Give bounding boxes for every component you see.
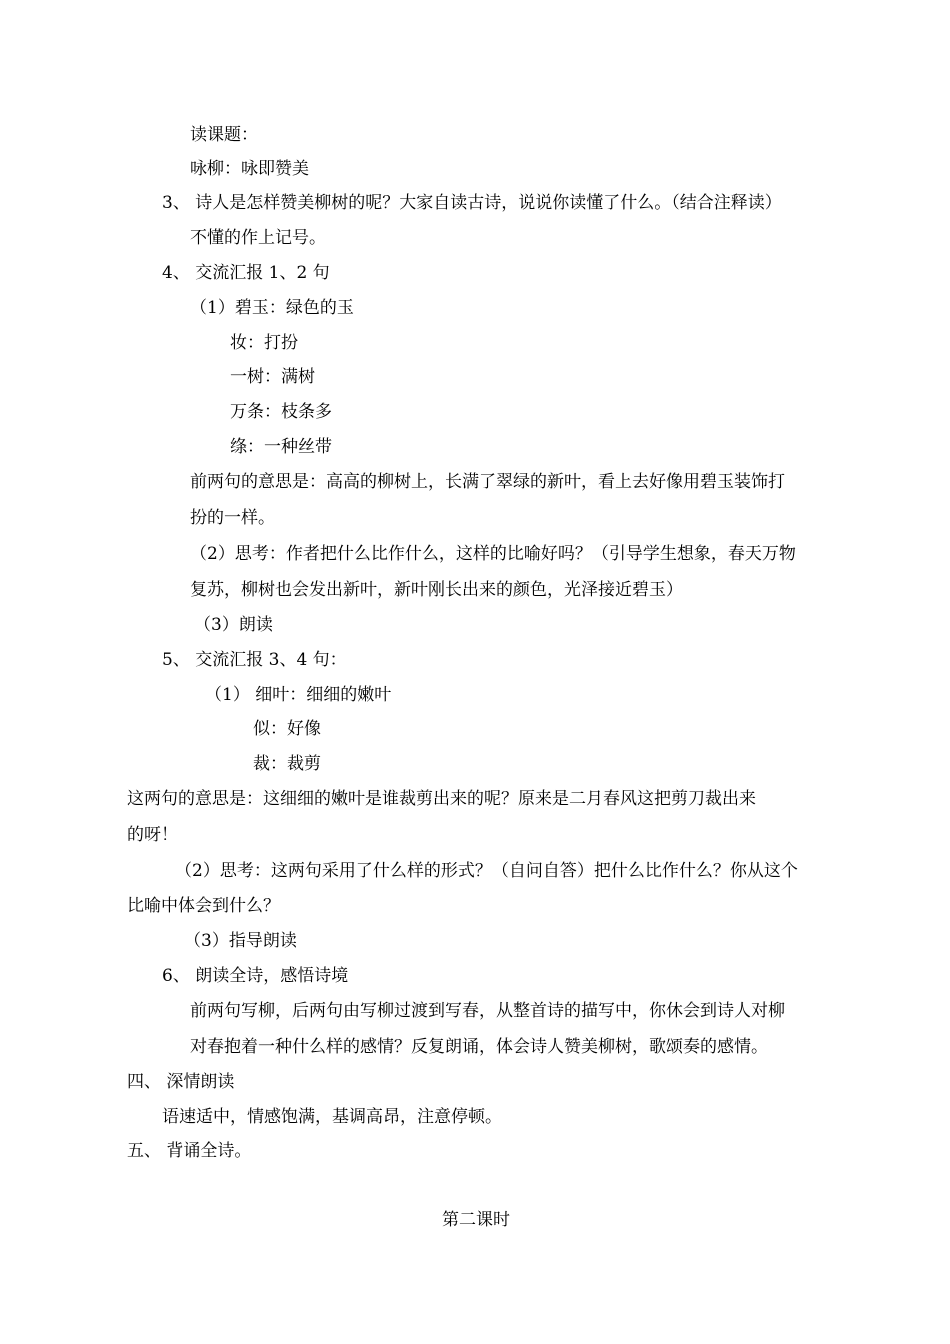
- text-line: 绦：一种丝带: [230, 437, 332, 457]
- text-line: （3）指导朗读: [184, 931, 297, 951]
- section-heading: 五、 背诵全诗。: [127, 1141, 252, 1161]
- section-heading: 四、 深情朗读: [127, 1072, 235, 1092]
- lesson-title: 第二课时: [442, 1210, 510, 1230]
- text-line: （2）思考：作者把什么比作什么，这样的比喻好吗？（引导学生想象，春天万物: [190, 544, 796, 564]
- text-line: （3）朗读: [194, 615, 273, 635]
- text-line: 读课题：: [190, 125, 258, 145]
- text-line: 一树：满树: [230, 367, 315, 387]
- text-line: 似：好像: [253, 719, 321, 739]
- text-line: （1） 细叶：细细的嫩叶: [205, 685, 392, 705]
- text-line: （2）思考：这两句采用了什么样的形式？（自问自答）把什么比作什么？你从这个: [175, 861, 798, 881]
- text-line: 前两句写柳，后两句由写柳过渡到写春，从整首诗的描写中，你休会到诗人对柳: [190, 1001, 785, 1021]
- text-line: 复苏，柳树也会发出新叶，新叶刚长出来的颜色，光泽接近碧玉）: [190, 580, 683, 600]
- text-line: 3、 诗人是怎样赞美柳树的呢？大家自读古诗，说说你读懂了什么。（结合注释读）: [162, 193, 782, 213]
- text-line: 5、 交流汇报 3、4 句：: [162, 650, 347, 670]
- text-line: （1）碧玉：绿色的玉: [190, 298, 354, 318]
- text-line: 对春抱着一种什么样的感情？反复朗诵，体会诗人赞美柳树，歌颂奏的感情。: [190, 1037, 768, 1057]
- text-line: 4、 交流汇报 1、2 句: [162, 263, 330, 283]
- text-line: 这两句的意思是：这细细的嫩叶是谁裁剪出来的呢？原来是二月春风这把剪刀裁出来: [127, 789, 756, 809]
- text-line: 裁：裁剪: [253, 754, 321, 774]
- text-line: 不懂的作上记号。: [190, 228, 326, 248]
- text-line: 的呀！: [127, 825, 178, 845]
- text-line: 语速适中，情感饱满，基调高昂，注意停顿。: [162, 1107, 502, 1127]
- text-line: 扮的一样。: [190, 508, 275, 528]
- text-line: 比喻中体会到什么？: [127, 896, 280, 916]
- text-line: 咏柳：咏即赞美: [190, 159, 309, 179]
- text-line: 6、 朗读全诗，感悟诗境: [162, 966, 349, 986]
- text-line: 妆：打扮: [230, 333, 298, 353]
- text-line: 万条：枝条多: [230, 402, 332, 422]
- text-line: 前两句的意思是：高高的柳树上，长满了翠绿的新叶，看上去好像用碧玉装饰打: [190, 472, 785, 492]
